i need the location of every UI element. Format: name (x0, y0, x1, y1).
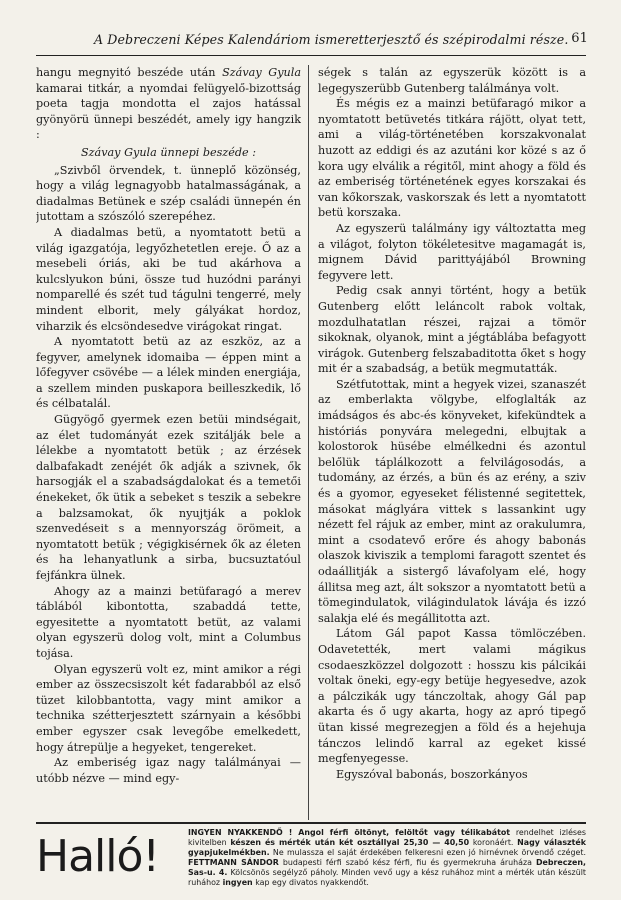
left-paragraph-7: Olyan egyszerü volt ez, mint amikor a régi ember az összecsiszolt két fadarabból az első tüzet kilobbantotta, vagy mint amikor a technika szétterjesztett szárnyain a későbbi ember egyszer csak levegőbe emelkedett, hogy átrepülje a hegyeket, tengereket. (36, 662, 301, 754)
intro-text: hangu megnyitó beszéde után (36, 66, 216, 79)
ad-text-9: Kölcsönös segélyző páholy. Minden vevő ugy a kész ruhához mint a mérték után készült ruhához (188, 868, 586, 887)
speech-heading: Szávay Gyula ünnepi beszéde : (80, 145, 257, 159)
left-paragraph-5: Gügyögő gyermek ezen betüi mindségait, az élet tudományát ezek szitálják bele a lélekbe a nyomtatott betük ; az érzések dalbafakadt zenéjét ők adják a szivnek, ők harsogják el a szabadságdalokat és a temetői énekeket, ők ütik a sebeket s teszik a sebekre a balzsamokat, ők nyujtják a poklok szenvedéseit s a mennyország örömeit, a nyomtatott betük ; végigkisérnek ők az életen és ha lehanyatlunk a sirba, bucsuztatóul fejfánkra ülnek. (36, 413, 301, 582)
running-header (38, 30, 588, 50)
ad-text-3: koronáért. (472, 838, 514, 847)
header-title: A Debreczeni Képes Kalendáriom ismeretterjesztő és szépirodalmi része. (94, 32, 569, 47)
ad-text-1: rendelhet izléses kivitelben (188, 828, 586, 847)
advertisement (36, 826, 586, 888)
right-paragraph-6: Látom Gál papot Kassa tömlöczében. Odavetették, mert valami mágikus csodaeszközzel dolgozott : hosszu kis pálcikái voltak öneki, egy-egy betüje hegyesedve, azok a pálczikák ugy tánczoltak, ahogy Gál pap akarta és ő ugy akarta, hogy az apró tipegő ütan kissé megrezegjen a föld és a hejehuja tánczos lelindő karral az egeket kissé megfenyegesse. (318, 627, 586, 766)
left-paragraph-3: A diadalmas betü, a nyomtatott betü a világ igazgatója, legyőzhetetlen ereje. Ő az a mesebeli óriás, aki be tud akárhova a kulcslyukon búni, össze tud huzódni parányi nomparellé és szét tud tágulni tengerré, mely mindent elborit, mely gályákat hordoz, viharzik és elcsöndesedve virágokat ringat. (36, 225, 301, 333)
right-paragraph-7: Egyszóval babonás, boszorkányos (336, 767, 528, 781)
left-paragraph-6: Ahogy az a mainzi betüfaragó a merev táblából kibontotta, szabaddá tette, egyesitette a nyomtatott betüt, az valami olyan egyszerü dolog volt, mint a Columbus tojása. (36, 584, 301, 660)
ad-text-7: budapesti férfi szabó kész férfi, fiu és gyermekruha áruháza (282, 858, 532, 867)
right-paragraph-1: ségek s talán az egyszerük között is a legegyszerübb Gutenberg találmánya volt. (318, 66, 586, 95)
column-divider (308, 65, 309, 820)
advertisement-rule (36, 822, 586, 824)
right-paragraph-3: Az egyszerü találmány igy változtatta meg a világot, folyton tökéletesitve magamagát is, mignem Dávid parittyájából Browning fegyvere lett. (318, 221, 586, 282)
right-paragraph-5: Szétfutottak, mint a hegyek vizei, szanaszét az emberlakta völgybe, elfoglalták az imádságos és abc-és könyveket, kifekündtek a históriás ponyvára melegedni, elbujtak a kolostorok hüsébe elmélkedni és azontul belőlük táplálkozott a felvilágosodás, a tudomány, az érzés, a bün és az erény, a sziv és a gyomor, egyeseket félistenné segitettek, másokat máglyára vittek s lassankint ugy nézett fel rájuk az ember, mint az orakulumra, mint a csodatevő erőre és ahogy babonás olaszok kiviszik a templomi faragott szentet és odaállitják a sistergő lávafolyam elé, hogy állitsa meg azt, ált sokszor a nyomtatott betü a tömegindulatok, világindulatok lávája és izzó salakja elé és megállitotta azt. (318, 377, 586, 625)
intro-rest: kamarai titkár, a nyomdai felügyelő-bizottság poeta tagja mondotta el zajos hatással gyönyörü ünnepi beszédét, amely igy hangzik : (36, 81, 301, 142)
speaker-name: Szávay Gyula (222, 66, 301, 79)
right-column (318, 65, 586, 820)
page-number: 61 (571, 31, 588, 46)
ad-text-10: ingyen (222, 878, 253, 887)
right-paragraph-2: És mégis ez a mainzi betüfaragó mikor a nyomtatott betüvetés titkára rájött, olyat tett, ami a világ-történetében korszakvonalat huzott az eddigi és az azutáni kor közé s az ő kora ugy elválik a régitől, mint ahogy a föld és az emberiség történetének egyes korszakai és van kőkorszak, vaskorszak és lett a nyomtatott betü korszaka. (318, 97, 586, 220)
left-paragraph-1 (36, 65, 301, 143)
left-paragraph-4: A nyomtatott betü az az eszköz, az a fegyver, amelynek idomaiba — éppen mint a lőfegyver csövébe — a lélek minden energiája, a szellem minden puskapora beilleszkedik, lő és célbatalál. (36, 335, 301, 411)
left-column (36, 65, 301, 820)
advertisement-headline: Halló! (36, 831, 160, 882)
right-paragraph-4: Pedig csak annyi történt, hogy a betük Gutenberg előtt leláncolt rabok voltak, mozdulhatatlan részei, rajzai a tömör sikoknak, olyanok, mint a jégtáblába befagyott virágok. Gutenberg felszabaditotta őket s hogy mit ér a szabadság, a betük megmutatták. (318, 284, 586, 376)
ad-address: Debreczen, Sas-u. 4. (188, 858, 586, 877)
ad-text-5: Ne mulassza el saját érdekében felkeresni ezen jó hirnévnek örvendő czéget. (272, 848, 586, 857)
ad-company: FETTMANN SÁNDOR (188, 858, 279, 867)
header-rule (36, 55, 586, 56)
left-paragraph-2: „Szivből örvendek, t. ünneplő közönség, hogy a világ legnagyobb hatalmasságának, a diadalmas Betünek e szép családi ünnepén én jutottam a szószóló szerepéhez. (36, 163, 301, 224)
left-paragraph-8: Az emberiség igaz nagy találmányai — utóbb nézve — mind egy- (36, 756, 301, 785)
ad-text-4: Nagy választék gyapjukelmékben. (188, 838, 586, 857)
ad-text-11: kap egy divatos nyakkendőt. (255, 878, 369, 887)
advertisement-text (188, 828, 586, 888)
ad-lead: INGYEN NYAKKENDŐ ! Angol férfi öltönyt, felöltőt vagy télikabátot (188, 828, 511, 837)
ad-text-2: készen és mérték után két osztállyal 25,30 — 40,50 (230, 838, 470, 847)
